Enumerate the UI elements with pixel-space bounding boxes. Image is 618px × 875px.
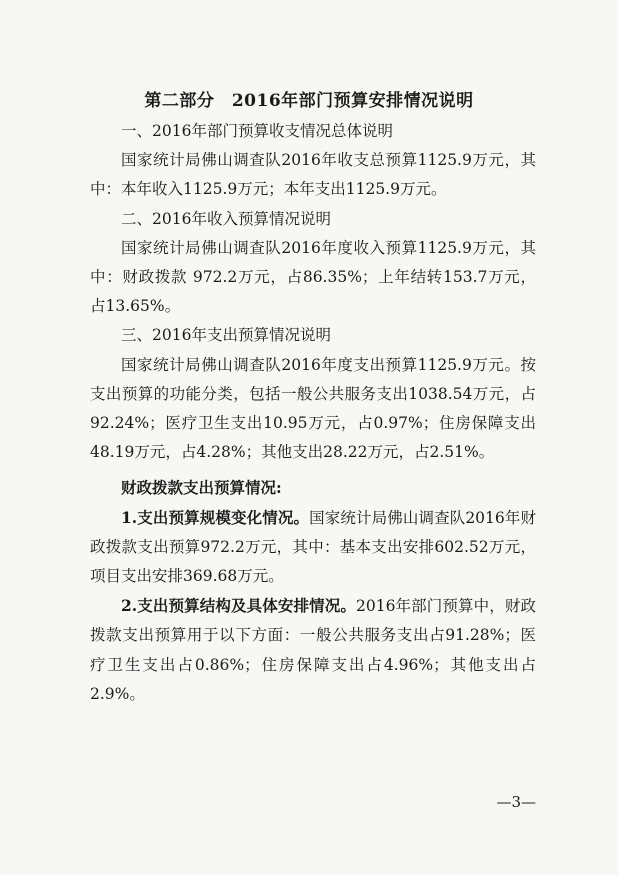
fiscal-item-2-lead: 2.支出预算结构及具体安排情况。 <box>121 596 356 616</box>
page-number: —3— <box>496 793 536 811</box>
fiscal-heading: 财政拨款支出预算情况: <box>121 478 282 498</box>
section-2-paragraph: 国家统计局佛山调查队2016年度收入预算1125.9万元，其中：财政拨款 972.2万元，占86.35%；上年结转153.7万元，占13.65%。 <box>90 238 536 316</box>
section-1-paragraph: 国家统计局佛山调查队2016年收支总预算1125.9万元，其中：本年收入1125.9万元；本年支出1125.9万元。 <box>90 151 536 199</box>
section-3-heading: 三、2016年支出预算情况说明 <box>121 326 331 345</box>
section-1-heading: 一、2016年部门预算收支情况总体说明 <box>121 122 393 140</box>
fiscal-item-1-text: 国家统计局佛山调查队2016年财政拨款支出预算972.2万元，其中：基本支出安排602.52万元，项目支出安排369.68万元。 <box>90 508 537 586</box>
fiscal-item-1-lead: 1.支出预算规模变化情况。 <box>121 507 310 527</box>
section-2-heading: 二、2016年收入预算情况说明 <box>121 209 331 228</box>
fiscal-item-2 <box>90 591 536 709</box>
fiscal-item-1 <box>90 503 536 592</box>
fiscal-item-2-text: 2016年部门预算中，财政拨款支出预算用于以下方面：一般公共服务支出占91.28%；医疗卫生支出占0.86%；住房保障支出占4.96%；其他支出占2.9%。 <box>90 597 537 703</box>
page-title: 第二部分 2016年部门预算安排情况说明 <box>144 91 474 111</box>
document-body <box>90 117 536 709</box>
section-3-paragraph: 国家统计局佛山调查队2016年度支出预算1125.9万元。按支出预算的功能分类，包括一般公共服务支出1038.54万元，占92.24%；医疗卫生支出10.95万元，占0.97%；住房保障支出48.19万元，占4.28%；其他支出28.22万元，占2.51%。 <box>90 355 536 462</box>
